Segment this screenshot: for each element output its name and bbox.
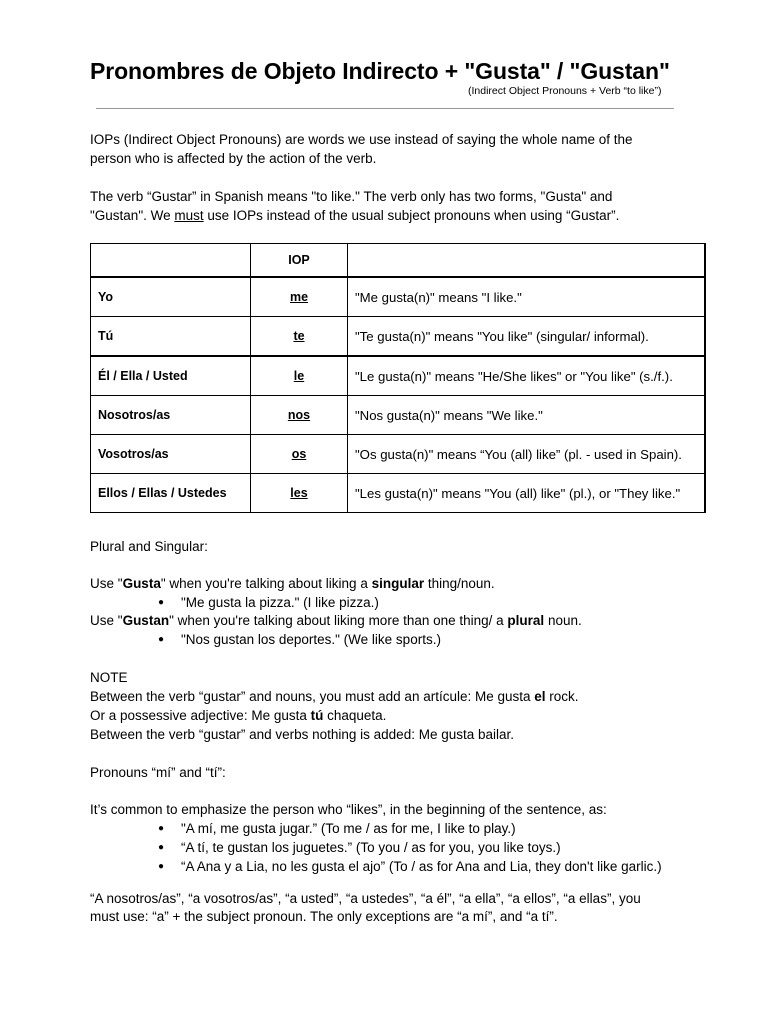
iop-cell: [251, 317, 348, 357]
bold-singular: singular: [371, 576, 425, 591]
bullet-dot: ●: [158, 597, 165, 608]
closing-line-2: must use: “a” + the subject pronoun. The only exceptions are “a mí”, and “a tí”.: [90, 909, 558, 924]
bold-gusta: Gusta: [122, 576, 161, 591]
text-run: " when you're talking about liking more than one thing/ a: [169, 613, 508, 628]
text-run: Use ": [90, 576, 123, 591]
table-row: [91, 317, 706, 357]
pronoun-example-2: “A tí, te gustan los juguetes.” (To you / as for you, you like toys.): [181, 840, 561, 855]
pronouns-intro: It’s common to emphasize the person who “likes”, in the beginning of the sentence, as:: [90, 802, 607, 817]
gusta-example: "Me gusta la pizza." (I like pizza.): [181, 595, 379, 610]
intro-paragraph-1-line-2: person who is affected by the action of the verb.: [90, 151, 377, 166]
table-row: [91, 356, 706, 396]
table-header-row: [91, 244, 706, 278]
iop-cell: [251, 435, 348, 474]
meaning-cell: "Les gusta(n)" means "You (all) like" (pl.), or "They like.": [348, 474, 706, 513]
meaning-cell: "Te gusta(n)" means "You like" (singular/ informal).: [348, 317, 706, 357]
text-run: use IOPs instead of the usual subject pronouns when using “Gustar”.: [203, 208, 620, 223]
iop-value: les: [290, 486, 308, 500]
note-line-2: [90, 706, 386, 725]
meaning-cell: "Le gusta(n)" means "He/She likes" or "You like" (s./f.).: [348, 356, 706, 396]
subject-cell: Tú: [91, 317, 251, 357]
subject-cell: Yo: [91, 277, 251, 317]
subject-cell: Ellos / Ellas / Ustedes: [91, 474, 251, 513]
gustan-example: "Nos gustan los deportes." (We like sports.): [181, 632, 441, 647]
bullet-dot: ●: [158, 842, 165, 853]
iop-cell: [251, 277, 348, 317]
table-row: [91, 474, 706, 513]
table-header-cell: [348, 244, 706, 278]
bullet-dot: ●: [158, 823, 165, 834]
iop-value: os: [291, 447, 307, 461]
table-row: [91, 277, 706, 317]
iop-cell: [251, 356, 348, 396]
bold-tu: tú: [310, 708, 324, 723]
note-line-3: Between the verb “gustar” and verbs nothing is added: Me gusta bailar.: [90, 727, 515, 742]
pronouns-heading: Pronouns “mí” and “tí”:: [90, 765, 226, 780]
text-run: Or a possessive adjective: Me gusta: [90, 708, 311, 723]
pronoun-example-3: “A Ana y a Lia, no les gusta el ajo” (To / as for Ana and Lia, they don't like garlic.): [181, 859, 662, 874]
meaning-cell: "Nos gusta(n)" means "We like.": [348, 396, 706, 435]
text-run: thing/noun.: [424, 576, 495, 591]
pronoun-example-1: "A mí, me gusta jugar.” (To me / as for me, I like to play.): [181, 821, 516, 836]
emphasis-must: must: [174, 208, 204, 223]
table-row: [91, 396, 706, 435]
meaning-cell: "Me gusta(n)" means "I like.": [348, 277, 706, 317]
text-run: " when you're talking about liking a: [160, 576, 372, 591]
bold-plural: plural: [507, 613, 545, 628]
horizontal-divider: [96, 108, 674, 109]
plural-heading: Plural and Singular:: [90, 539, 208, 554]
intro-paragraph-2-line-2: [90, 206, 619, 225]
gustan-rule: [90, 611, 582, 630]
iop-value: le: [293, 369, 305, 383]
text-run: Use ": [90, 613, 123, 628]
closing-line-1: “A nosotros/as”, “a vosotros/as”, “a usted”, “a ustedes”, “a él”, “a ella”, “a ellos”, “a ellas”, you: [90, 891, 641, 906]
table-header-cell-iop: IOP: [251, 244, 348, 278]
iop-cell: [251, 396, 348, 435]
subject-cell: Vosotros/as: [91, 435, 251, 474]
iop-table: [90, 243, 706, 513]
text-run: noun.: [544, 613, 582, 628]
bullet-dot: ●: [158, 634, 165, 645]
page-title: Pronombres de Objeto Indirecto + "Gusta" / "Gustan": [90, 58, 670, 84]
gusta-rule: [90, 574, 495, 593]
text-run: rock.: [545, 689, 579, 704]
iop-value: nos: [287, 408, 311, 422]
subject-cell: Él / Ella / Usted: [91, 356, 251, 396]
page-subtitle: (Indirect Object Pronouns + Verb “to like”): [468, 85, 662, 97]
meaning-cell: "Os gusta(n)" means “You (all) like” (pl. - used in Spain).: [348, 435, 706, 474]
bold-el: el: [534, 689, 546, 704]
note-line-1: [90, 687, 579, 706]
text-run: chaqueta.: [323, 708, 387, 723]
text-run: "Gustan". We: [90, 208, 175, 223]
intro-paragraph-1-line-1: IOPs (Indirect Object Pronouns) are words we use instead of saying the whole name of the: [90, 132, 633, 147]
iop-value: te: [293, 329, 305, 343]
iop-cell: [251, 474, 348, 513]
text-run: Between the verb “gustar” and nouns, you must add an artícule: Me gusta: [90, 689, 535, 704]
bold-gustan: Gustan: [122, 613, 170, 628]
table-header-cell: [91, 244, 251, 278]
bullet-dot: ●: [158, 861, 165, 872]
intro-paragraph-2-line-1: The verb “Gustar” in Spanish means "to like." The verb only has two forms, "Gusta" and: [90, 189, 613, 204]
subject-cell: Nosotros/as: [91, 396, 251, 435]
table-row: [91, 435, 706, 474]
iop-value: me: [289, 290, 309, 304]
note-heading: NOTE: [90, 670, 128, 685]
